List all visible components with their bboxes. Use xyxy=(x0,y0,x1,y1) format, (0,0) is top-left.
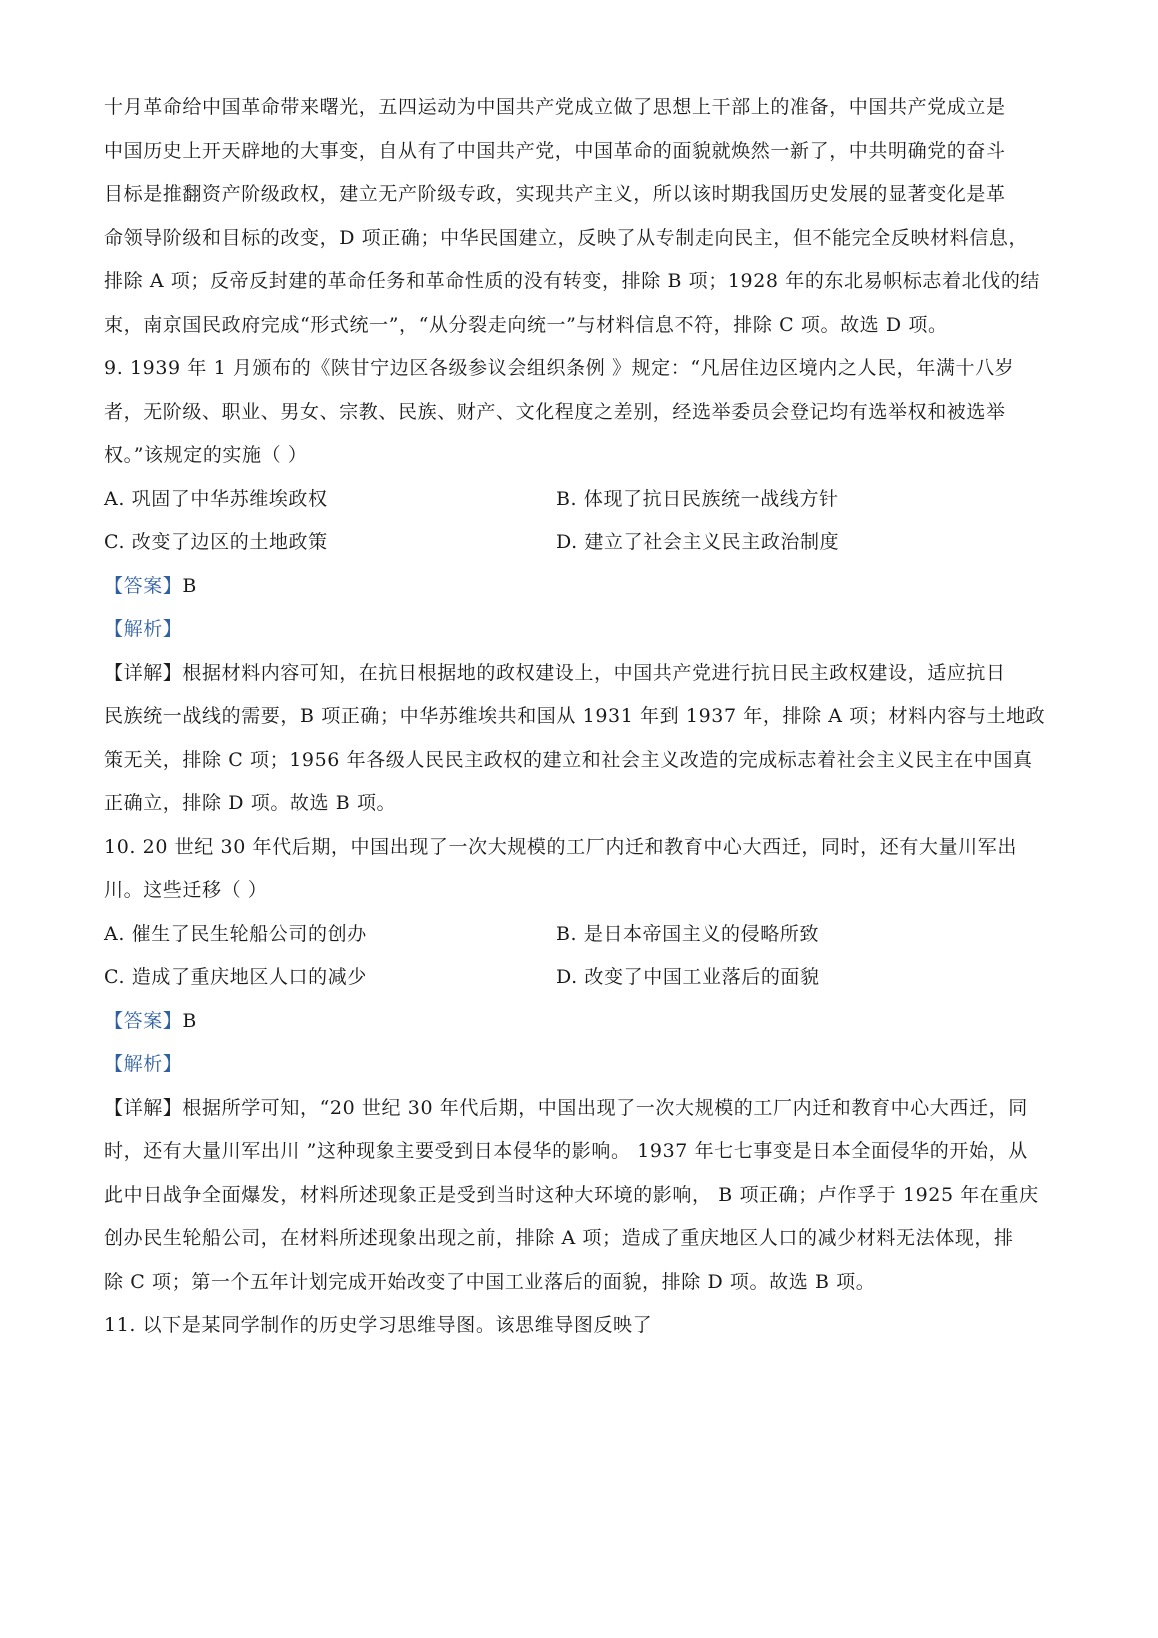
q9-answer xyxy=(104,574,1064,598)
q10-analysis-label: 【解析】 xyxy=(104,1053,183,1075)
q9-stem-line-1: 9. 1939 年 1 月颁布的《陕甘宁边区各级参议会组织条例 》规定：“凡居住边区境内之人民，年满十八岁 xyxy=(104,357,1015,379)
q9-detail-label: 【详解】 xyxy=(104,662,183,684)
q10-detail-line-1 xyxy=(104,1096,1064,1120)
q9-stem-line-3: 权。”该规定的实施（ ） xyxy=(104,444,308,466)
q9-option-c: C. 改变了边区的土地政策 xyxy=(104,531,328,553)
q9-stem-line-2: 者，无阶级、职业、男女、宗教、民族、财产、文化程度之差别，经选举委员会登记均有选举权和被选举 xyxy=(104,401,1006,423)
q10-stem-line-2: 川。这些迁移（ ） xyxy=(104,879,268,901)
q10-detail-line-2: 时，还有大量川军出川 ”这种现象主要受到日本侵华的影响。 1937 年七七事变是日本全面侵华的开始，从 xyxy=(104,1140,1028,1162)
q9-answer-label: 【答案】 xyxy=(104,575,183,597)
intro-line-1: 十月革命给中国革命带来曙光，五四运动为中国共产党成立做了思想上干部上的准备，中国共产党成立是 xyxy=(104,96,1006,118)
q11-stem: 11. 以下是某同学制作的历史学习思维导图。该思维导图反映了 xyxy=(104,1314,653,1336)
intro-line-6: 束，南京国民政府完成“形式统一”，“从分裂走向统一”与材料信息不符，排除 C 项。故选 D 项。 xyxy=(104,314,948,336)
q10-option-d: D. 改变了中国工业落后的面貌 xyxy=(556,966,820,988)
q9-option-b: B. 体现了抗日民族统一战线方针 xyxy=(556,488,839,510)
q10-detail-line-5: 除 C 项；第一个五年计划完成开始改变了中国工业落后的面貌，排除 D 项。故选 B 项。 xyxy=(104,1271,876,1293)
q9-analysis-label: 【解析】 xyxy=(104,618,183,640)
q10-detail-text-1: 根据所学可知，“20 世纪 30 年代后期，中国出现了一次大规模的工厂内迁和教育中心大西迁，同 xyxy=(182,1097,1028,1119)
intro-line-4: 命领导阶级和目标的改变，D 项正确；中华民国建立，反映了从专制走向民主，但不能完全反映材料信息， xyxy=(104,227,1029,249)
q9-option-a: A. 巩固了中华苏维埃政权 xyxy=(104,488,328,510)
q10-option-c: C. 造成了重庆地区人口的减少 xyxy=(104,966,367,988)
q9-detail-line-2: 民族统一战线的需要，B 项正确；中华苏维埃共和国从 1931 年到 1937 年，排除 A 项；材料内容与土地政 xyxy=(104,705,1046,727)
q10-detail-line-3: 此中日战争全面爆发，材料所述现象正是受到当时这种大环境的影响， B 项正确；卢作孚于 1925 年在重庆 xyxy=(104,1184,1039,1206)
q10-answer xyxy=(104,1009,1064,1033)
q10-detail-label: 【详解】 xyxy=(104,1097,183,1119)
q9-detail-line-4: 正确立，排除 D 项。故选 B 项。 xyxy=(104,792,397,814)
intro-line-2: 中国历史上开天辟地的大事变，自从有了中国共产党，中国革命的面貌就焕然一新了，中共明确党的奋斗 xyxy=(104,140,1006,162)
q10-option-b: B. 是日本帝国主义的侵略所致 xyxy=(556,923,820,945)
q9-answer-value: B xyxy=(182,575,197,597)
q9-detail-line-1 xyxy=(104,661,1064,685)
q9-option-d: D. 建立了社会主义民主政治制度 xyxy=(556,531,840,553)
intro-line-3: 目标是推翻资产阶级政权，建立无产阶级专政，实现共产主义，所以该时期我国历史发展的显著变化是革 xyxy=(104,183,1006,205)
q10-detail-line-4: 创办民生轮船公司，在材料所述现象出现之前，排除 A 项；造成了重庆地区人口的减少材料无法体现，排 xyxy=(104,1227,1014,1249)
q10-answer-value: B xyxy=(182,1010,197,1032)
q10-stem-line-1: 10. 20 世纪 30 年代后期，中国出现了一次大规模的工厂内迁和教育中心大西迁，同时，还有大量川军出 xyxy=(104,836,1017,858)
q10-answer-label: 【答案】 xyxy=(104,1010,183,1032)
q10-option-a: A. 催生了民生轮船公司的创办 xyxy=(104,923,367,945)
q9-detail-line-3: 策无关，排除 C 项；1956 年各级人民民主政权的建立和社会主义改造的完成标志着社会主义民主在中国真 xyxy=(104,749,1033,771)
q9-detail-text-1: 根据材料内容可知，在抗日根据地的政权建设上，中国共产党进行抗日民主政权建设，适应抗日 xyxy=(182,662,1006,684)
intro-line-5: 排除 A 项；反帝反封建的革命任务和革命性质的没有转变，排除 B 项；1928 年的东北易帜标志着北伐的结 xyxy=(104,270,1041,292)
